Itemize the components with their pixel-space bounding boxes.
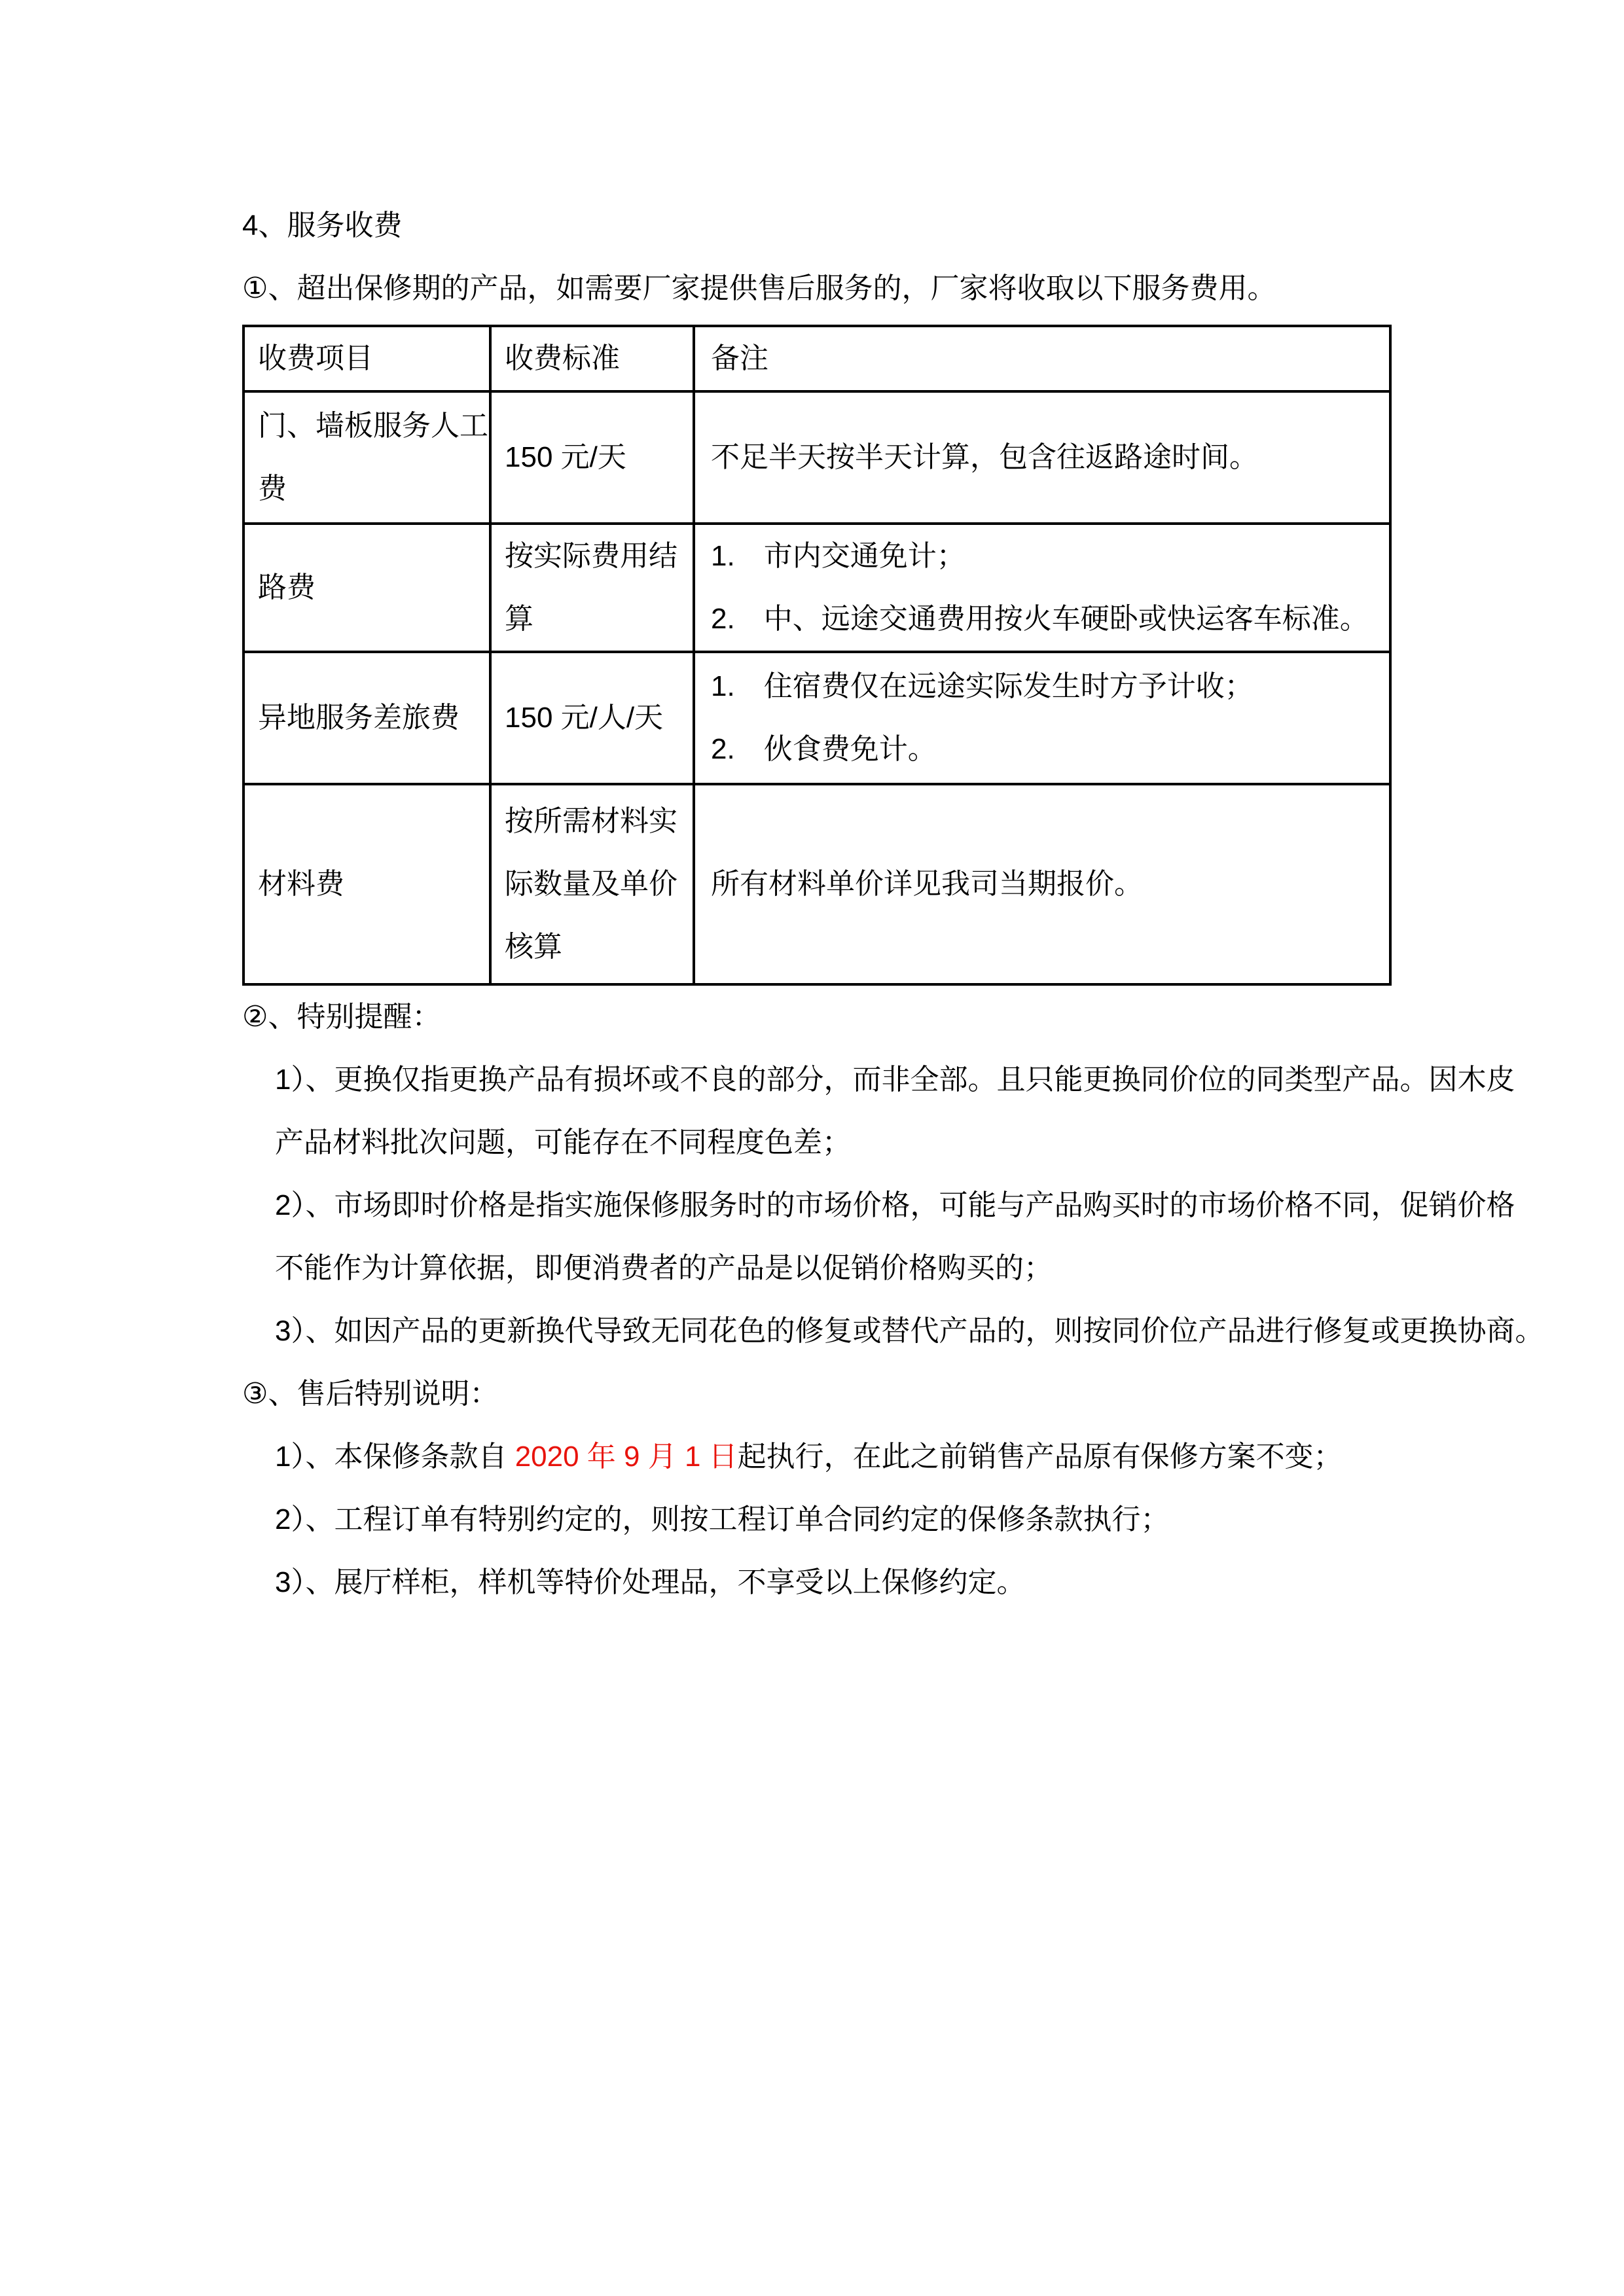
remark-cell: 不足半天按半天计算，包含往返路途时间。 [694,391,1390,524]
reminder-item1-line1: 1）、更换仅指更换产品有损坏或不良的部分，而非全部。且只能更换同价位的同类型产品。因木皮 [275,1064,1515,1096]
fee-table [242,325,1392,986]
highlighted-date: 2020 年 9 月 1 日 [514,1441,738,1473]
after-sales-item1-suffix: 起执行，在此之前销售产品原有保修方案不变； [737,1441,1343,1473]
after-sales-item3: 3）、展厅样柜，样机等特价处理品，不享受以上保修约定。 [275,1566,1026,1598]
header-cell-remark: 备注 [694,326,1390,391]
after-sales-heading: ③、售后特别说明： [242,1378,499,1410]
remark-cell: 所有材料单价详见我司当期报价。 [694,784,1390,984]
fee-table-header-row [244,326,1390,391]
remark-cell: 1. 住宿费仅在远途实际发生时方予计收； 2. 伙食费免计。 [694,652,1390,784]
reminder-item1-line2: 产品材料批次问题，可能存在不同程度色差； [275,1126,851,1158]
special-reminder-heading: ②、特别提醒： [242,1001,441,1033]
intro-paragraph: ①、超出保修期的产品，如需要厂家提供售后服务的，厂家将收取以下服务费用。 [242,272,1276,304]
section-title: 4、服务收费 [242,209,403,242]
standard-cell: 150 元/人/天 [490,652,694,784]
after-sales-item1 [242,1426,1545,1488]
header-cell-item: 收费项目 [244,326,490,391]
standard-cell: 按实际费用结 算 [490,524,694,652]
remark-cell: 1. 市内交通免计； 2. 中、远途交通费用按火车硬卧或快运客车标准。 [694,524,1390,652]
after-sales-item1-prefix: 1）、本保修条款自 [275,1441,515,1473]
item-cell: 异地服务差旅费 [244,652,490,784]
item-cell: 材料费 [244,784,490,984]
reminder-item2-line2: 不能作为计算依据，即便消费者的产品是以促销价格购买的； [275,1252,1053,1284]
document-content [242,194,1545,1614]
reminder-item2-line1: 2）、市场即时价格是指实施保修服务时的市场价格，可能与产品购买时的市场价格不同，促销价格 [275,1189,1515,1221]
fee-row-road [244,524,1390,652]
item-cell: 路费 [244,524,490,652]
reminder-item3-line1: 3）、如因产品的更新换代导致无同花色的修复或替代产品的，则按同价位产品进行修复或更换协商。 [275,1315,1544,1347]
header-cell-standard: 收费标准 [490,326,694,391]
fee-row-travel [244,652,1390,784]
after-sales-item2: 2）、工程订单有特别约定的，则按工程订单合同约定的保修条款执行； [275,1503,1170,1535]
standard-cell: 150 元/天 [490,391,694,524]
standard-cell: 按所需材料实 际数量及单价 核算 [490,784,694,984]
item-cell: 门、墙板服务人工 费 [244,391,490,524]
fee-row-labor [244,391,1390,524]
fee-row-material [244,784,1390,984]
